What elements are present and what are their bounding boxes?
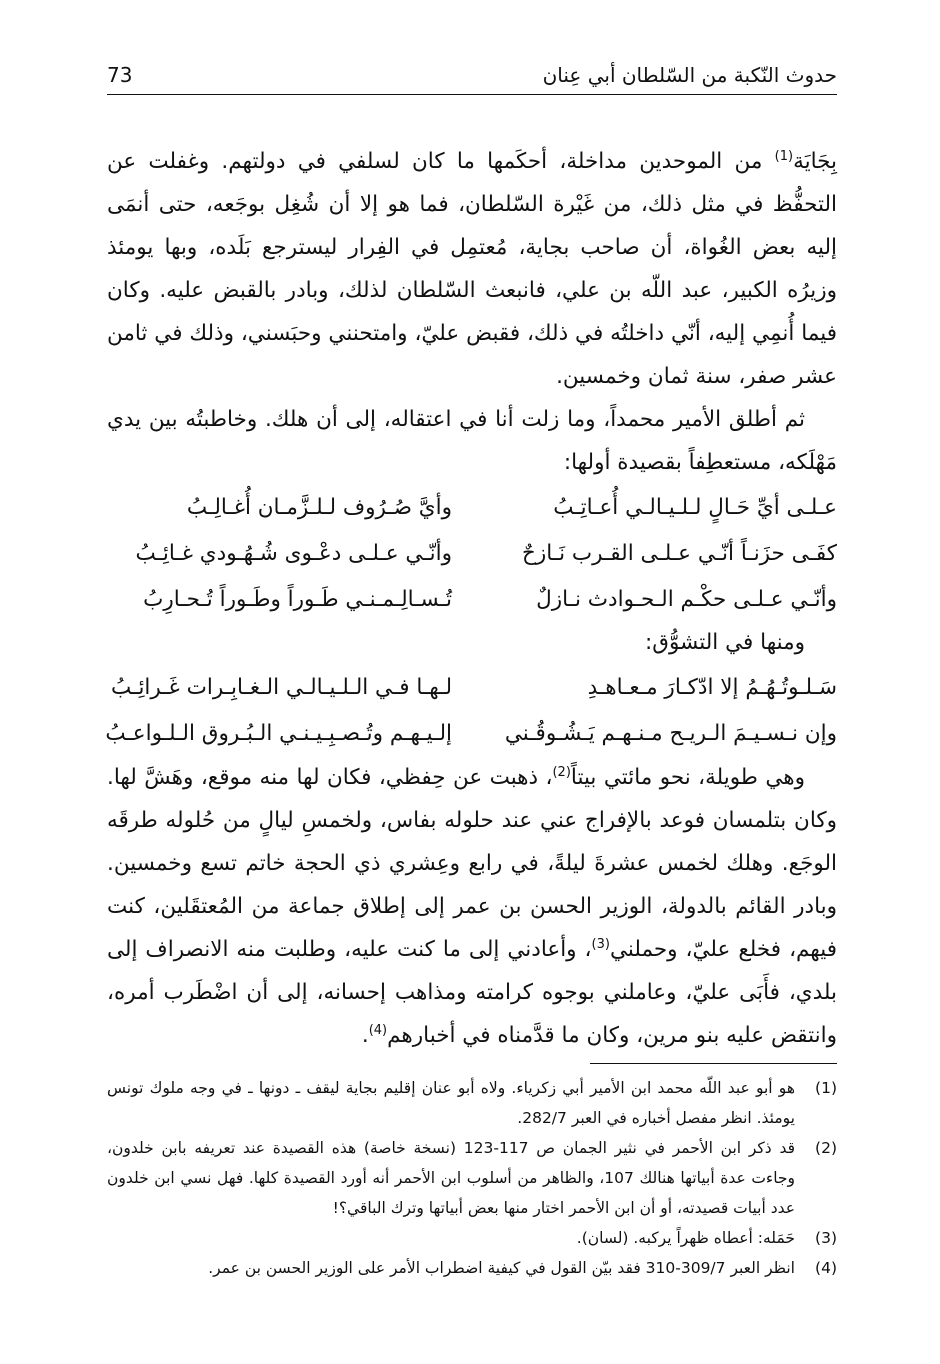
page-number: 73: [107, 63, 133, 87]
verse-line: [107, 710, 837, 756]
footnote-item: [107, 1223, 837, 1253]
poem-transition-line: ومنها في التشوُّق:: [645, 630, 805, 655]
verse-first-hemistich: عـلـى أيِّ حَـالٍ لـلـيـالـي أُعـاتِـبُ: [553, 494, 837, 520]
footnote-item: [107, 1133, 837, 1223]
running-title: حدوث النّكبة من السّلطان أبي عِنان: [542, 63, 837, 87]
verse-second-hemistich: إلـيـهـم وتُـصـبِـيـنـي الـبُـروق الـلـواعـبُ: [105, 720, 452, 746]
footnote-divider: [590, 1063, 837, 1064]
footnote-number: (1): [815, 1079, 837, 1097]
footnote-text: حَمَله: أعطاه ظهراً يركبه. (لسان).: [576, 1229, 795, 1247]
paragraph-3-end: .: [361, 1023, 369, 1048]
paragraph-3-body: ، ذهبت عن حِفظي، فكان لها منه موقع، وهَشَّ لها. وكان بتلمسان فوعد بالإفراج عني عند حلوله بفاس، ولخمسِ ليالٍ من حُلوله طرقَه الوجَع. وهلك لخمس عشرةَ ليلةً، في رابع وعِشري ذي الحجة خاتم تسع وخمسين. وبادر القائم بالدولة، الوزير الحسن بن عمر إلى إطلاق جماعة من المُعتقَلين، كنت فيهم، فخلع عليّ، وحملني: [107, 765, 837, 962]
paragraph-1-body: من الموحدين مداخلة، أحكَمها ما كان لسلفي في دولتهم. وغفلت عن التحفُّظ في مثل ذلك، من غَيْرة السّلطان، فما هو إلا أن شُغِل بوجَعه، حتى أنمَى إليه بعض الغُواة، أن صاحب بجاية، مُعتمِل في الفِرار ليسترجع بَلَده، وبها يومئذ وزيرُه الكبير، عبد اللّه بن علي، فانبعث السّلطان لذلك، وبادر بالقبض عليه. وكان فيما أُنمِي إليه، أنّي داخلتُه في ذلك، فقبض عليّ، وامتحنني وحبَسني، وذلك في ثامن عشر صفر، سنة ثمان وخمسين.: [107, 149, 837, 389]
verse-line: [107, 484, 837, 530]
footnotes: [107, 1073, 837, 1283]
paragraph-3-start: وهي طويلة، نحو مائتي بيتاً: [570, 765, 805, 790]
footnote-text: هو أبو عبد اللّه محمد ابن الأمير أبي زكرياء. ولاه أبو عنان إقليم بجاية ليقف ـ دونها ـ في وجه ملوك تونس يومئذ. انظر مفصل أخباره في العبر 282/7.: [107, 1079, 795, 1127]
verse-line: [107, 664, 837, 710]
footnote-item: [107, 1253, 837, 1283]
verse-second-hemistich: تُـسـالِـمـنـي طَـوراً وطَـوراً تُـحـارِبُ: [143, 586, 452, 612]
footnote-number: (2): [815, 1139, 837, 1157]
poem-block-1: [107, 484, 837, 622]
footnote-text: قد ذكر ابن الأحمر في نثير الجمان ص 117-123 (نسخة خاصة) هذه القصيدة عند تعريفه بابن خلدون، وجاءت عدة أبياتها هنالك 107، والظاهر من أسلوب ابن الأحمر أنه أورد القصيدة كلها. فهل نسي ابن خلدون عدد أبيات قصيدته، أو أن ابن الأحمر اختار منها بعض أبياتها وترك الباقي؟!: [107, 1139, 795, 1217]
paragraph-1: [107, 140, 837, 398]
verse-second-hemistich: وأنّـي عـلـى دعْـوى شُـهُـودي غـائِـبُ: [135, 540, 452, 566]
paragraph-2: ثم أطلق الأمير محمداً، وما زلت أنا في اعتقاله، إلى أن هلك. وخاطبتُه بين يدي مَهْلَكه، مستعطِفاً بقصيدة أولها:: [107, 407, 837, 475]
verse-first-hemistich: وإن نـسـيـمَ الـريـح مـنـهـم يَـشُـوقُـني: [504, 720, 837, 746]
footnote-ref-4[interactable]: (4): [368, 1022, 388, 1038]
paragraph-1-start: بِجَايَة: [793, 149, 837, 174]
main-text: [107, 140, 837, 1057]
footnote-item: [107, 1073, 837, 1133]
verse-second-hemistich: لـهـا فـي الـلـيـالـي الـغـابِـرات غَـرائِـبُ: [111, 674, 452, 700]
verse-line: [107, 530, 837, 576]
poem-block-2: [107, 664, 837, 756]
footnote-ref-2[interactable]: (2): [552, 764, 571, 780]
footnote-ref-3[interactable]: (3): [591, 936, 610, 952]
verse-second-hemistich: وأيَّ صُـرُوف لـلـزَّمـان أُغـالِـبُ: [186, 494, 452, 520]
verse-line: [107, 576, 837, 622]
footnote-number: (4): [815, 1259, 837, 1277]
footnote-ref-1[interactable]: (1): [774, 148, 794, 164]
verse-first-hemistich: سَـلـوتُـهُـمُ إلا ادّكـارَ مـعـاهـدِ: [587, 674, 837, 700]
running-header: [107, 60, 837, 95]
footnote-text: انظر العبر 309/7-310 فقد بيّن القول في كيفية اضطراب الأمر على الوزير الحسن بن عمر.: [208, 1259, 795, 1277]
verse-first-hemistich: كفَـى حزَنـاً أنّـي عـلـى القـرب نَـازحٌ: [521, 540, 837, 566]
verse-first-hemistich: وأنّـي عـلـى حكْـم الـحـوادث نـازلٌ: [536, 586, 837, 612]
footnote-number: (3): [815, 1229, 837, 1247]
paragraph-3-continuation: ، وأعادني إلى ما كنت عليه، وطلبت منه الانصراف إلى بلدي، فأَبَى عليّ، وعاملني بوجوه كرامته ومذاهب إحسانه، إلى أن اضْطَرب أمره، وانتقض عليه بنو مرين، وكان ما قدَّمناه في أخبارهم: [107, 937, 837, 1048]
paragraph-3: [107, 756, 837, 1057]
